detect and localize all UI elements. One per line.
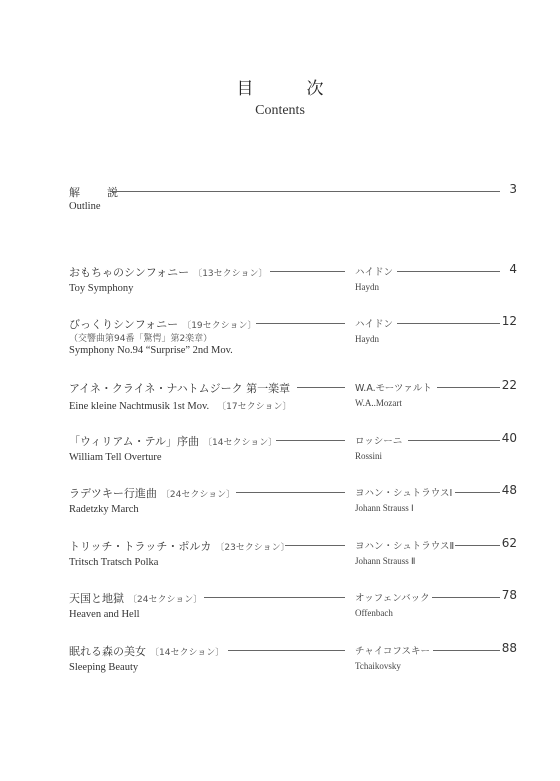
leader-line: [297, 387, 345, 388]
leader-line: [228, 650, 345, 651]
composer-en: Haydn: [355, 282, 379, 292]
leader-line: [455, 545, 500, 546]
entry-title-en: Radetzky March: [69, 504, 139, 515]
entry-title-jp: 眠れる森の美女 〔14セクション〕: [69, 645, 225, 658]
leader-line: [408, 440, 500, 441]
leader-line: [397, 271, 500, 272]
leader-line: [433, 650, 500, 651]
page-subtitle: Contents: [255, 103, 305, 118]
entry-title-en: Toy Symphony: [69, 283, 134, 294]
entry-title-en: Outline: [69, 201, 101, 212]
composer-jp: ハイドン: [355, 319, 394, 330]
leader-line: [270, 271, 345, 272]
composer-en: Rossini: [355, 451, 383, 461]
entry-title-en: Eine kleine Nachtmusik 1st Mov. 〔17セクション〕: [69, 401, 292, 412]
leader-line: [437, 387, 500, 388]
leader-line: [285, 545, 345, 546]
section-count: 〔23セクション〕: [215, 543, 290, 553]
leader-line: [256, 323, 345, 324]
leader-line: [397, 323, 500, 324]
leader-line: [204, 597, 345, 598]
composer-jp: ヨハン・シュトラウスⅡ: [355, 541, 455, 552]
composer-en: Johann Strauss Ⅱ: [355, 556, 416, 566]
composer-en: W.A..Mozart: [355, 398, 402, 408]
page-number: 62: [501, 536, 517, 550]
composer-en: Johann Strauss Ⅰ: [355, 503, 414, 513]
section-count: 〔13セクション〕: [193, 269, 268, 279]
page-number: 88: [501, 641, 517, 655]
composer-jp: ハイドン: [355, 267, 394, 278]
page-number: 22: [501, 378, 517, 392]
composer-en: Haydn: [355, 334, 379, 344]
entry-title-jp: 天国と地獄 〔24セクション〕: [69, 592, 203, 605]
page-number: 78: [501, 588, 517, 602]
entry-title-jp: ラデツキー行進曲 〔24セクション〕: [69, 487, 236, 500]
composer-en: Tchaikovsky: [355, 661, 401, 671]
entry-title-en: Symphony No.94 “Surprise” 2nd Mov.: [69, 345, 233, 356]
entry-title-en: Sleeping Beauty: [69, 662, 139, 673]
leader-line: [276, 440, 345, 441]
entry-title-jp: びっくりシンフォニー 〔19セクション〕: [69, 318, 257, 331]
composer-jp: ヨハン・シュトラウスⅠ: [355, 488, 453, 499]
page-number: 4: [509, 262, 517, 276]
composer-jp: W.A.モーツァルト: [355, 383, 432, 394]
entry-title-jp: アイネ・クライネ・ナハトムジーク 第一楽章: [69, 382, 291, 395]
entry-title-jp: おもちゃのシンフォニー 〔13セクション〕: [69, 266, 268, 279]
leader-line: [236, 492, 345, 493]
page-title: 目 次: [236, 79, 342, 99]
leader-line: [110, 191, 500, 192]
composer-jp: オッフェンバック: [355, 593, 430, 604]
section-count: 〔24セクション〕: [128, 595, 203, 605]
page-number: 12: [501, 314, 517, 328]
composer-jp: ロッシーニ: [355, 436, 403, 447]
page-number: 3: [509, 182, 517, 196]
section-count: 〔17セクション〕: [217, 402, 292, 412]
entry-title-en: Tritsch Tratsch Polka: [69, 557, 159, 568]
entry-title-jp: 「ウィリアム・テル」序曲 〔14セクション〕: [69, 435, 278, 448]
section-count: 〔19セクション〕: [182, 321, 257, 331]
section-count: 〔14セクション〕: [150, 648, 225, 658]
composer-jp: チャイコフスキー: [355, 646, 430, 657]
page-number: 40: [501, 431, 517, 445]
leader-line: [455, 492, 500, 493]
entry-title-en: Heaven and Hell: [69, 609, 140, 620]
section-count: 〔24セクション〕: [160, 490, 236, 500]
entry-subtitle-jp: （交響曲第94番「驚愕」第2楽章）: [69, 334, 213, 344]
entry-title-jp: 解 説: [69, 186, 126, 199]
composer-en: Offenbach: [355, 608, 393, 618]
section-count: 〔14セクション〕: [203, 438, 278, 448]
leader-line: [432, 597, 500, 598]
entry-title-jp: トリッチ・トラッチ・ポルカ 〔23セクション〕: [69, 540, 290, 553]
page-number: 48: [501, 483, 517, 497]
entry-title-en: William Tell Overture: [69, 452, 162, 463]
